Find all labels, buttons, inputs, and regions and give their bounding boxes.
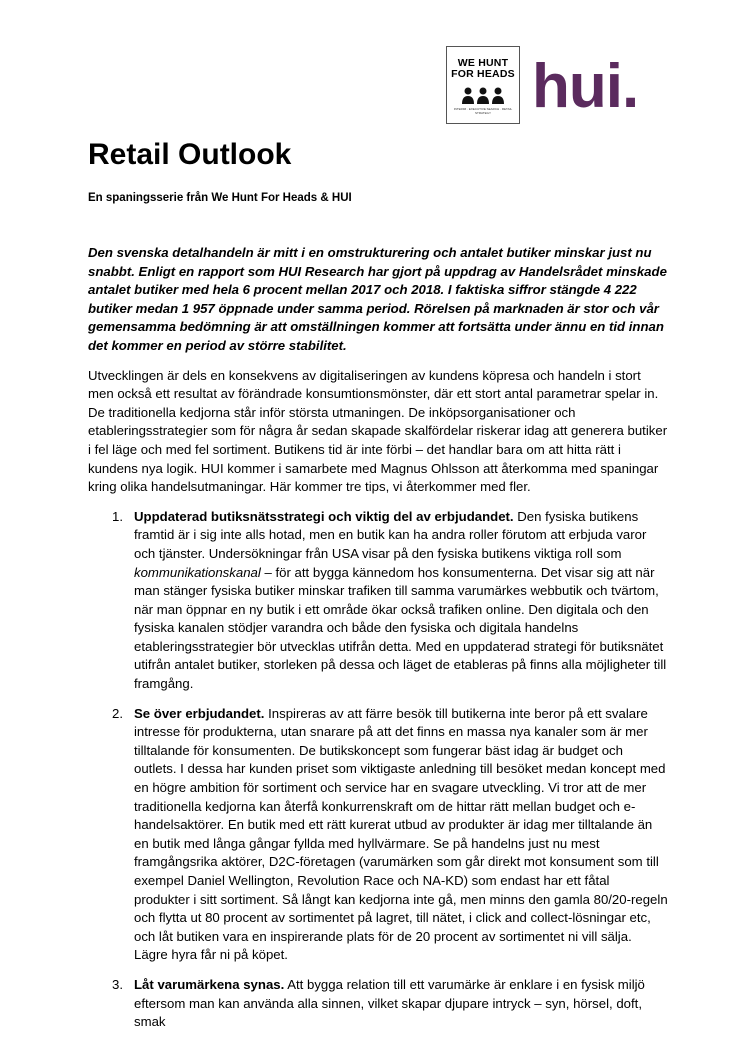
tip-heading: Se över erbjudandet. [134,705,265,721]
tip-number: 3. [112,976,123,992]
lead-paragraph: Den svenska detalhandeln är mitt i en omstrukturering och antalet butiker minskar just nu snabbt. Enligt en rapport som HUI Research har gjort på uppdrag av Handelsrådet minskade antalet butiker med hela 6 procent mellan 2017 och 2018. I faktiska siffror stängde 4 222 butiker medan 1 957 öppnade under samma period. Rörelsen på marknaden är stor och vår gemensamma bedömning är att omställningen kommer att fortsätta under ännu en tid innan det kommer en period av större stabilitet. [88,245,667,353]
intro-paragraph: Utvecklingen är dels en konsekvens av digitaliseringen av kundens köpresa och handeln i stort men också ett resultat av förändrade konsumtionsmönster, där ett stort antal parametrar spelar in. De traditionella kedjorna står inför största utmaningen. De inköpsorganisationer och etableringsstrategier som för några år sedan skapade skalfördelar riskerar idag att generera butiker i fel läge och med fel sortiment. Butikens tid är inte förbi – det handlar bara om att hitta rätt i kundens nya logik. HUI kommer i samarbete med Magnus Ohlsson att återkomma med spaningar kring olika handelsutmaningar. Här kommer tre tips, vi återkommer med fler. [88,367,668,495]
tip-item-2 [88,705,668,965]
whff-logo-tagline: INTERIM · EXECUTIVE SEARCH · RETAIL STRATEGY [453,107,513,115]
tip-text: Den fysiska butikens framtid är i sig inte alls hotad, men en butik kan ha andra roller förutom att erbjuda varor och tjänster. Undersökningar från USA visar på den fysiska butikens viktiga roll som [134,508,647,561]
tip-number: 2. [112,705,123,721]
tip-text: Inspireras av att färre besök till butikerna inte beror på ett svalare intresse för produkterna, utan snarare på att det finns en massa nya kanaler som är mer tilltalande för konsumenten. De butikskoncept som fungerar bäst idag är budget och outlets. I dessa har kunden priset som viktigaste anledning till besöket medan koncept med en högre ambition för sortiment och service har en svagare utveckling. Vi tror att de mer traditionella kedjorna kan återfå konkurrenskraft om de hittar rätt mellan budget och e-handelsaktörer. En butik med ett rätt kurerat utbud av produkter är idag mer tilltalande än en butik med långa gångar fyllda med hyllvärmare. Se på handelns just nu mest framgångsrika aktörer, D2C-företagen (varumärken som går direkt mot konsument som till exempel Daniel Wellington, Revolution Race och NA-KD) som endast har ett fåtal produkter i sitt sortiment. Så långt kan kedjorna inte gå, men minns den gamla 80/20-regeln och flytta ut 80 procent av sortimentet på lagret, till nätet, i click and collect-lösningar etc, och låt butiken vara en inspirerande plats för de 20 procent av sortimentet ni vill sälja. Lägre hyra får ni på köpet. [134,705,668,963]
tip-text-continued: – för att bygga kännedom hos konsumenterna. Det visar sig att när man stänger fysiska butiker minskar trafiken till samma varumärkes webbutik och tvärtom, när man öppnar en ny butik i ett område ökar också trafiken online. Den digitala och den fysiska kanalen stödjer varandra och både den fysiska och digitala handelns etableringsstrategier bör utvecklas utifrån detta. Med en uppdaterad strategi för butiksnätet utifrån antalet butiker, storleken på dessa och läget de etableras på finns alla möjligheter till framgång. [134,564,667,692]
tip-emphasis: kommunikationskanal [134,564,261,580]
whff-logo-line1: WE HUNT [457,57,509,69]
tip-text: Att bygga relation till ett varumärke är enklare i en fysisk miljö eftersom man kan använda alla sinnen, vilket skapar djupare intryck – syn, hörsel, doft, smak [134,976,645,1030]
tips-list [88,508,668,1032]
heads-icon [447,86,519,104]
page-subtitle: En spaningsserie från We Hunt For Heads & HUI [88,192,352,204]
document-body [88,244,668,1043]
logo-area [446,46,666,126]
tip-heading: Uppdaterad butiksnätsstrategi och viktig del av erbjudandet. [134,508,514,524]
tip-number: 1. [112,508,123,524]
tip-heading: Låt varumärkena synas. [134,976,285,992]
tip-item-1 [88,508,668,694]
page-title: Retail Outlook [88,138,292,171]
we-hunt-for-heads-logo [446,46,520,124]
tip-item-3 [88,976,668,1032]
hui-logo: hui. [532,52,639,121]
whff-logo-line2: FOR HEADS [451,68,515,80]
